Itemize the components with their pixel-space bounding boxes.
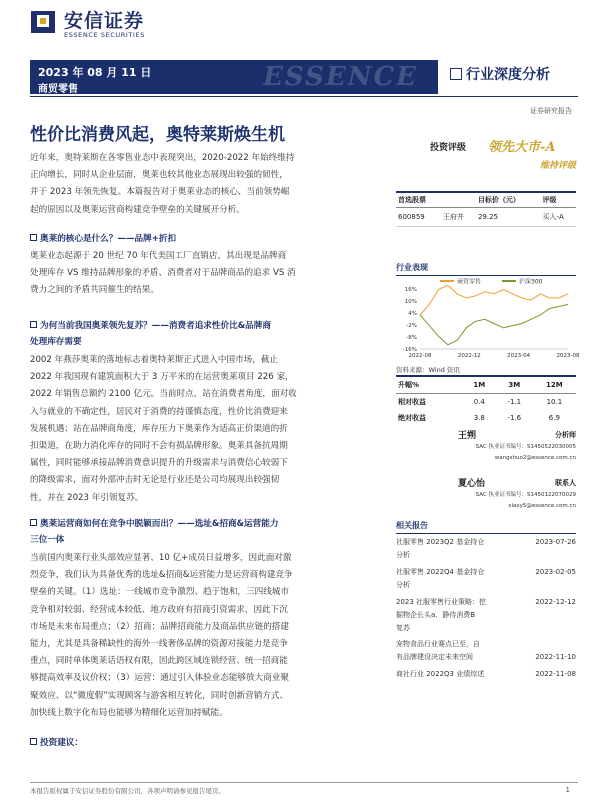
legend-label: 沪深300 xyxy=(519,278,543,286)
body-line: 的降级需求，面对外部冲击时无论是行业还是公司均展现出较强韧 xyxy=(30,475,280,486)
intro-line: 近年来，奥特莱斯在各零售业态中表现突出，2020-2022 年始终维持 xyxy=(30,153,295,163)
section-heading xyxy=(30,318,382,350)
table-row xyxy=(396,410,576,426)
section-heading xyxy=(30,516,382,548)
related-date: 2023-07-26 xyxy=(535,538,576,546)
rating-sub: 维持评级 xyxy=(540,161,577,171)
body-line: 市场是未来布局重点；（2）招商：品牌招商能力及商品供应链的搭建 xyxy=(30,621,289,632)
table-cell: 3.8 xyxy=(473,414,485,422)
related-title: 2023 社服零售行业策略：挖 xyxy=(396,598,487,606)
analyst-cert: SAC 执业证书编号：S1450522030005 xyxy=(475,444,576,450)
section-question: 奥莱的核心是什么？——品牌+折扣 xyxy=(40,234,177,244)
logo-icon xyxy=(30,10,56,34)
table-cell: -1.1 xyxy=(507,398,522,406)
stock-rating: 买入-A xyxy=(540,208,576,227)
body-line: 2022 年我国现有建筑面积大于 3 万平米的在运营奥莱项目 226 家， xyxy=(30,372,294,383)
analyst-block xyxy=(396,428,576,464)
analyst-role: 联系人 xyxy=(555,479,576,487)
table-header-row xyxy=(396,376,576,394)
legend-label: 商贸零售 xyxy=(457,278,482,286)
body-line: 竞争相对较弱、经营成本较低、地方政府有招商引资需求，因此下沉 xyxy=(30,604,288,615)
industry-chart xyxy=(396,275,580,365)
page-title: 性价比消费风起，奥特莱斯焕生机 xyxy=(30,125,285,145)
body-line: 够提高效率及议价权；（3）运营：通过引入体验业态能够放大商业聚 xyxy=(30,673,289,684)
y-tick-label: 10% xyxy=(404,299,417,305)
stock-code: 600859 xyxy=(396,208,441,227)
related-title: 掘物企长头a、静待消费B xyxy=(396,611,476,619)
related-date: 2022-12-12 xyxy=(535,598,576,606)
related-date: 2023-02-05 xyxy=(535,568,576,576)
related-title: 商社行业 2022Q3 业绩综述 xyxy=(396,670,485,678)
analyst-name: 夏心怡 xyxy=(458,479,486,489)
footer-disclaimer: 本报告版权属于安信证券股份有限公司，各项声明请参见报告尾页。 xyxy=(30,787,225,795)
report-type xyxy=(450,64,550,84)
body-line: 扣渠道，在助力消化库存的同时不会有损品牌形象。奥莱具备抗周期 xyxy=(30,441,288,452)
x-tick-label: 2023-04 xyxy=(507,353,531,359)
related-date: 2022-11-08 xyxy=(535,670,576,678)
analyst-block xyxy=(396,476,576,512)
footer-divider xyxy=(30,782,578,783)
table-header-cell: 目标价（元） xyxy=(476,192,541,208)
industry-header: 行业表现 xyxy=(396,262,576,276)
intro-paragraph xyxy=(30,150,382,219)
table-header-row xyxy=(396,192,576,208)
related-title: 宠物食品行业赛点已至，自 xyxy=(396,640,480,648)
related-title: 有品牌建设决定未来空间 xyxy=(396,653,473,661)
body-line: 加快线上数字化布局也能够为精细化运营加持赋能。 xyxy=(30,707,228,718)
table-header-cell: 1M xyxy=(463,376,496,394)
report-label: 证券研究报告 xyxy=(530,107,572,115)
chart-source: 资料来源：Wind 资讯 xyxy=(396,366,460,374)
table-cell: 0.4 xyxy=(473,398,485,406)
report-type-label: 行业深度分析 xyxy=(466,67,550,83)
series-line xyxy=(420,285,568,315)
intro-line: 起的原因以及奥莱运营商构建竞争壁垒的关键展开分析。 xyxy=(30,204,245,215)
x-tick-label: 2023-08 xyxy=(556,353,580,359)
page-number: 1 xyxy=(565,786,570,794)
section-question-cont: 处理库存需要 xyxy=(30,337,82,347)
analyst-email[interactable]: wangshuo2@essence.com.cn xyxy=(494,455,576,461)
body-line: 发展机遇；站在品牌商角度，库存压力下奥莱作为适高正价渠道的折 xyxy=(30,423,288,434)
body-line: 费力之间的矛盾共同催生的结果。 xyxy=(30,285,159,296)
logo-text: 安信证券 xyxy=(64,10,145,32)
body-line: 属性，同时能够承接品牌消费意识提升的升级需求与消费信心较弱下 xyxy=(30,458,288,469)
y-tick-label: 4% xyxy=(408,311,417,317)
body-line: 奥莱业态起源于 20 世纪 70 年代美国工厂直销店，其出现是品牌商 xyxy=(30,251,287,261)
analyst-role: 分析师 xyxy=(555,431,576,439)
header-banner xyxy=(30,60,438,94)
table-cell: 绝对收益 xyxy=(398,414,426,422)
logo-subtext: ESSENCE SECURITIES xyxy=(64,31,145,39)
related-date: 2022-11-10 xyxy=(535,653,576,661)
body-line: 当前国内奥莱行业头部效应显著、10 亿+成员日益增多，因此面对激 xyxy=(30,553,292,563)
x-tick-label: 2022-08 xyxy=(408,353,432,359)
section-question: 投资建议： xyxy=(40,738,83,748)
body-line: 入与就业的不确定性，居民对于消费的持谨慎态度，性价比消费迎来 xyxy=(30,406,288,417)
bullet-icon xyxy=(30,738,37,745)
rating-value: 领先大市-A xyxy=(488,140,556,155)
stock-name: 王府井 xyxy=(441,208,476,227)
body-line: 重点，同时单体奥莱话语权有限，因此跨区域连锁经营、统一招商能 xyxy=(30,656,288,667)
section-question: 为何当前我国奥莱领先复苏？——消费者追求性价比&品牌商 xyxy=(40,321,271,331)
body-line: 壁垒的关键。（1）选址：一线城市竞争激烈、趋于饱和，三四线城市 xyxy=(30,587,289,598)
analyst-name: 王朔 xyxy=(458,431,477,441)
y-tick-label: 16% xyxy=(404,287,417,293)
table-header-cell: 首选股票 xyxy=(396,192,441,208)
related-title: 社服零售 2023Q2 基金持仓 xyxy=(396,538,485,546)
banner-watermark: ESSENCE xyxy=(263,62,418,92)
section-body xyxy=(30,248,382,300)
series-line xyxy=(420,304,568,344)
related-item[interactable] xyxy=(396,668,576,686)
table-row xyxy=(396,394,576,411)
body-line: 处理库存 VS 维持品牌形象的矛盾、消费者对于品牌商品的追求 VS 消 xyxy=(30,268,296,279)
section-heading xyxy=(30,232,176,244)
table-cell: -1.6 xyxy=(507,414,522,422)
related-title: 分析 xyxy=(396,581,410,589)
table-cell: 10.1 xyxy=(546,398,563,406)
related-header: 相关报告 xyxy=(396,520,576,534)
body-line: 2002 年燕莎奥莱的落地标志着奥特莱斯正式进入中国市场，截止 xyxy=(30,355,279,365)
section-question-cont: 三位一体 xyxy=(30,535,65,545)
related-item[interactable] xyxy=(396,638,576,668)
report-sector: 商贸零售 xyxy=(38,84,78,95)
bullet-icon xyxy=(30,519,37,526)
section-body xyxy=(30,352,382,507)
related-title: 分析 xyxy=(396,551,410,559)
intro-line: 正向增长，同时从企业层面，奥莱也较其他业态展现出较强的韧性， xyxy=(30,170,288,181)
stock-target: 29.25 xyxy=(476,208,541,227)
body-line: 性，并在 2023 年引领复苏。 xyxy=(30,492,144,503)
related-item[interactable] xyxy=(396,596,576,638)
related-item[interactable] xyxy=(396,566,576,596)
chart-icon xyxy=(450,68,462,80)
table-cell: 相对收益 xyxy=(398,398,426,406)
bullet-icon xyxy=(30,234,37,241)
related-list xyxy=(396,536,576,686)
y-tick-label: -8% xyxy=(406,335,417,341)
body-line: 2022 年销售总额约 2100 亿元。当前时点，站在消费者角度，面对收 xyxy=(30,389,297,400)
y-tick-label: -16% xyxy=(402,347,417,353)
table-header-cell: 升幅% xyxy=(396,376,463,394)
y-tick-label: -2% xyxy=(406,323,417,329)
performance-table xyxy=(396,375,576,426)
related-title: 复苏 xyxy=(396,624,410,632)
stock-table xyxy=(396,191,576,227)
body-line: 烈竞争，我们认为具备优秀的选址&招商&运营能力是运营商构建竞争 xyxy=(30,570,293,581)
analyst-email[interactable]: xiaxy5@essence.com.cn xyxy=(508,503,576,509)
header-divider xyxy=(30,96,578,97)
table-row xyxy=(396,208,576,227)
bullet-icon xyxy=(30,321,37,328)
table-header-cell: 3M xyxy=(496,376,533,394)
rating-label: 投资评级 xyxy=(430,143,467,153)
intro-line: 并于 2023 年领先恢复。本篇报告对于奥莱业态的核心、当前领势崛 xyxy=(30,187,290,198)
table-header-cell: 评级 xyxy=(540,192,576,208)
section-heading xyxy=(30,736,83,748)
table-cell: 6.9 xyxy=(548,414,560,422)
x-tick-label: 2022-12 xyxy=(457,353,481,359)
section-body xyxy=(30,550,382,722)
report-date: 2023 年 08 月 11 日 xyxy=(38,66,152,79)
body-line: 聚效应、以“微度假”实现顾客与游客相互转化，同时创新营销方式、 xyxy=(30,690,289,701)
section-question: 奥莱运营商如何在竞争中脱颖而出？——选址&招商&运营能力 xyxy=(40,519,279,529)
body-line: 能力，尤其是具备稀缺性的海外一线奢侈品牌的资源对接能力是竞争 xyxy=(30,639,288,650)
table-header-cell: 12M xyxy=(533,376,576,394)
related-item[interactable] xyxy=(396,536,576,566)
analyst-cert: SAC 执业证书编号：S1450122070029 xyxy=(475,492,576,498)
related-title: 社服零售 2022Q4 基金持仓 xyxy=(396,568,485,576)
